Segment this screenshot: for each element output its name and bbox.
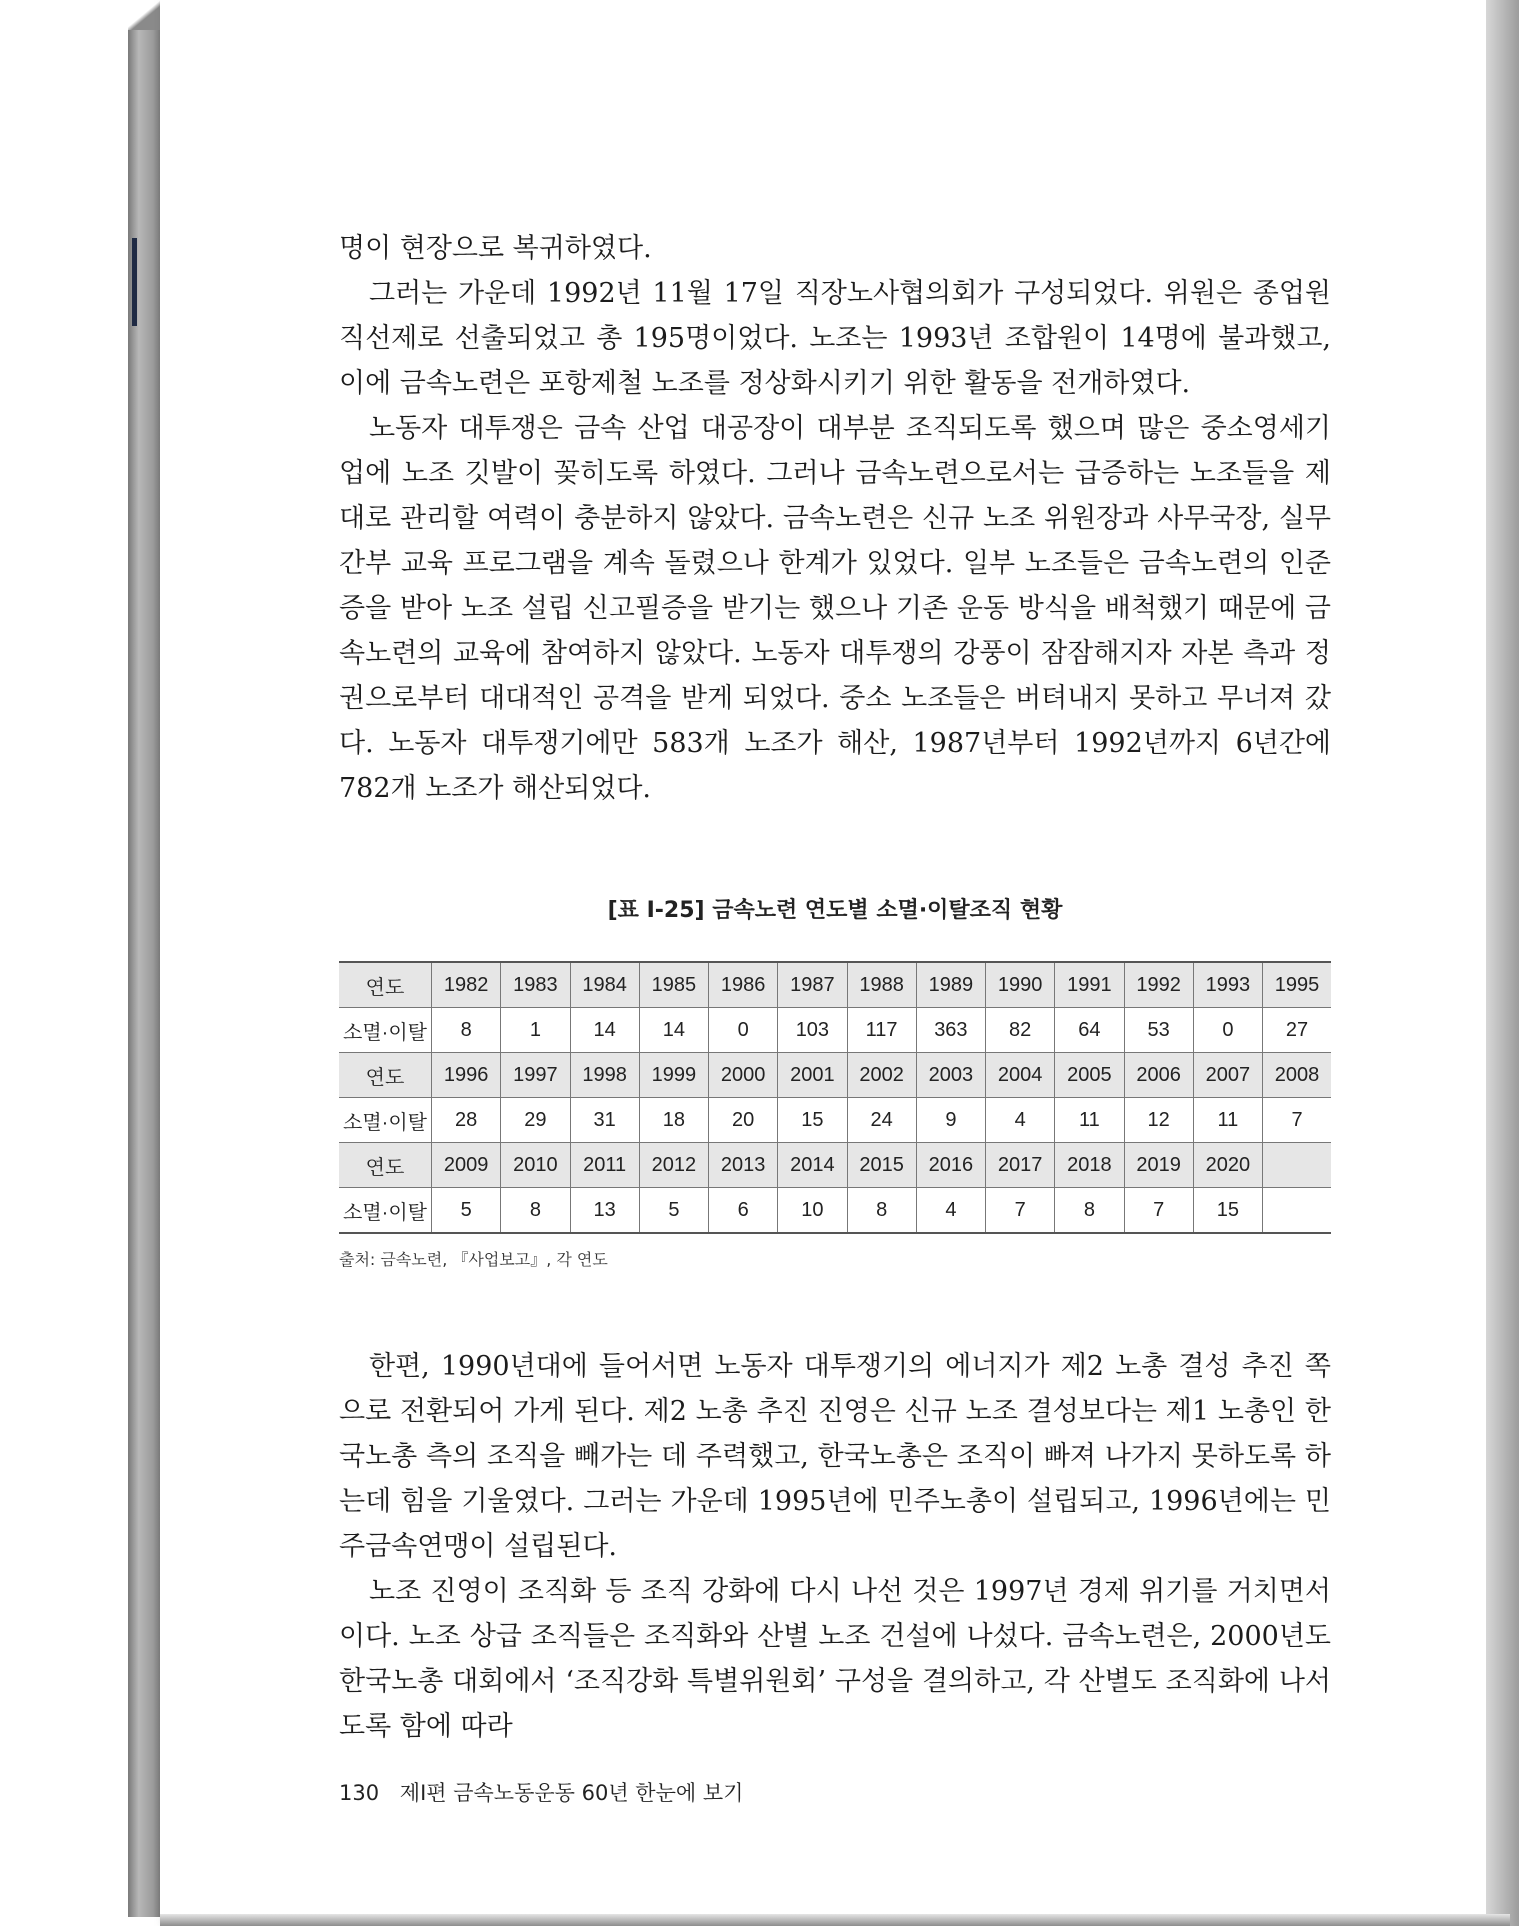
page-number: 130 (339, 1781, 380, 1805)
year-cell: 2007 (1193, 1053, 1262, 1098)
value-cell: 7 (986, 1188, 1055, 1234)
value-cell: 24 (847, 1098, 916, 1143)
table-row (339, 1053, 1331, 1098)
year-cell: 2012 (639, 1143, 708, 1188)
year-cell: 1985 (639, 962, 708, 1008)
value-cell: 363 (916, 1008, 985, 1053)
year-cell: 2002 (847, 1053, 916, 1098)
value-cell (1263, 1188, 1332, 1234)
year-cell: 1987 (778, 962, 847, 1008)
year-cell: 2009 (432, 1143, 501, 1188)
value-cell: 64 (1055, 1008, 1124, 1053)
year-cell: 1983 (501, 962, 570, 1008)
dissolution-table (339, 961, 1331, 1234)
value-cell: 82 (986, 1008, 1055, 1053)
paragraph: 명이 현장으로 복귀하였다. (339, 233, 652, 264)
year-header-cell: 연도 (339, 1053, 432, 1098)
year-cell: 2000 (709, 1053, 778, 1098)
table-row (339, 962, 1331, 1008)
value-cell: 10 (778, 1188, 847, 1234)
paragraph: 노조 진영이 조직화 등 조직 강화에 다시 나선 것은 1997년 경제 위기를 거치면서이다. 노조 상급 조직들은 조직화와 산별 노조 건설에 나섰다. 금속노련은, 2000년도 한국노총 대회에서 ‘조직강화 특별위원회’ 구성을 결의하고, 각 산별도 조직화에 나서도록 함에 따라 (339, 1576, 1331, 1742)
value-cell: 14 (639, 1008, 708, 1053)
year-cell: 2017 (986, 1143, 1055, 1188)
year-cell: 2006 (1124, 1053, 1193, 1098)
value-cell: 29 (501, 1098, 570, 1143)
table-title: [표 Ⅰ-25] 금속노련 연도별 소멸·이탈조직 현황 (607, 898, 1063, 923)
value-cell: 7 (1263, 1098, 1332, 1143)
year-cell: 2004 (986, 1053, 1055, 1098)
value-cell: 0 (709, 1008, 778, 1053)
value-cell: 28 (432, 1098, 501, 1143)
year-cell: 1988 (847, 962, 916, 1008)
body-text-bottom (339, 1344, 1331, 1749)
page-right-edge (1486, 0, 1519, 1926)
year-cell: 2008 (1263, 1053, 1332, 1098)
year-cell: 1993 (1193, 962, 1262, 1008)
value-cell: 8 (1055, 1188, 1124, 1234)
year-cell: 2018 (1055, 1143, 1124, 1188)
year-cell: 2019 (1124, 1143, 1193, 1188)
value-cell: 4 (986, 1098, 1055, 1143)
value-cell: 12 (1124, 1098, 1193, 1143)
year-cell: 2010 (501, 1143, 570, 1188)
spine-mark (132, 238, 137, 326)
value-cell: 20 (709, 1098, 778, 1143)
page-bottom-edge (160, 1914, 1510, 1926)
value-header-cell: 소멸·이탈 (339, 1008, 432, 1053)
paragraph: 노동자 대투쟁은 금속 산업 대공장이 대부분 조직되도록 했으며 많은 중소영세기업에 노조 깃발이 꽂히도록 하였다. 그러나 금속노련으로서는 급증하는 노조들을 제대로 관리할 여력이 충분하지 않았다. 금속노련은 신규 노조 위원장과 사무국장, 실무 간부 교육 프로그램을 계속 돌렸으나 한계가 있었다. 일부 노조들은 금속노련의 인준증을 받아 노조 설립 신고필증을 받기는 했으나 기존 운동 방식을 배척했기 때문에 금속노련의 교육에 참여하지 않았다. 노동자 대투쟁의 강풍이 잠잠해지자 자본 측과 정권으로부터 대대적인 공격을 받게 되었다. 중소 노조들은 버텨내지 못하고 무너져 갔다. 노동자 대투쟁기에만 583개 노조가 해산, 1987년부터 1992년까지 6년간에 782개 노조가 해산되었다. (339, 413, 1331, 804)
year-header-cell: 연도 (339, 1143, 432, 1188)
value-cell: 103 (778, 1008, 847, 1053)
value-cell: 7 (1124, 1188, 1193, 1234)
value-header-cell: 소멸·이탈 (339, 1098, 432, 1143)
year-cell: 1999 (639, 1053, 708, 1098)
value-cell: 8 (501, 1188, 570, 1234)
table-source: 출처: 금속노련, 『사업보고』, 각 연도 (339, 1250, 608, 1269)
year-cell (1263, 1143, 1332, 1188)
value-cell: 14 (570, 1008, 639, 1053)
value-cell: 31 (570, 1098, 639, 1143)
value-cell: 1 (501, 1008, 570, 1053)
page-footer (339, 1777, 743, 1807)
year-cell: 2003 (916, 1053, 985, 1098)
value-cell: 27 (1263, 1008, 1332, 1053)
value-cell: 6 (709, 1188, 778, 1234)
paragraph: 한편, 1990년대에 들어서면 노동자 대투쟁기의 에너지가 제2 노총 결성 추진 쪽으로 전환되어 가게 된다. 제2 노총 추진 진영은 신규 노조 결성보다는 제1 노총인 한국노총 측의 조직을 빼가는 데 주력했고, 한국노총은 조직이 빠져 나가지 못하도록 하는데 힘을 기울였다. 그러는 가운데 1995년에 민주노총이 설립되고, 1996년에는 민주금속연맹이 설립된다. (339, 1351, 1331, 1562)
table-row (339, 1008, 1331, 1053)
value-cell: 15 (778, 1098, 847, 1143)
paragraph: 그러는 가운데 1992년 11월 17일 직장노사협의회가 구성되었다. 위원은 종업원 직선제로 선출되었고 총 195명이었다. 노조는 1993년 조합원이 14명에 불과했고, 이에 금속노련은 포항제철 노조를 정상화시키기 위한 활동을 전개하였다. (339, 278, 1331, 399)
value-cell: 0 (1193, 1008, 1262, 1053)
year-cell: 2015 (847, 1143, 916, 1188)
value-cell: 117 (847, 1008, 916, 1053)
year-cell: 1992 (1124, 962, 1193, 1008)
value-cell: 53 (1124, 1008, 1193, 1053)
year-cell: 2001 (778, 1053, 847, 1098)
value-cell: 13 (570, 1188, 639, 1234)
book-edge-top (128, 0, 164, 30)
year-cell: 1995 (1263, 962, 1332, 1008)
value-cell: 4 (916, 1188, 985, 1234)
value-header-cell: 소멸·이탈 (339, 1188, 432, 1234)
value-cell: 15 (1193, 1188, 1262, 1234)
value-cell: 11 (1193, 1098, 1262, 1143)
body-text-top (339, 226, 1331, 811)
value-cell: 9 (916, 1098, 985, 1143)
year-cell: 2013 (709, 1143, 778, 1188)
year-cell: 1984 (570, 962, 639, 1008)
year-cell: 1996 (432, 1053, 501, 1098)
year-cell: 1982 (432, 962, 501, 1008)
year-cell: 1990 (986, 962, 1055, 1008)
year-cell: 1998 (570, 1053, 639, 1098)
table-row (339, 1143, 1331, 1188)
value-cell: 11 (1055, 1098, 1124, 1143)
year-cell: 1989 (916, 962, 985, 1008)
value-cell: 5 (639, 1188, 708, 1234)
year-cell: 1997 (501, 1053, 570, 1098)
table-row (339, 1098, 1331, 1143)
year-cell: 2011 (570, 1143, 639, 1188)
running-title: 제Ⅰ편 금속노동운동 60년 한눈에 보기 (399, 1781, 744, 1805)
year-cell: 1991 (1055, 962, 1124, 1008)
value-cell: 8 (847, 1188, 916, 1234)
year-header-cell: 연도 (339, 962, 432, 1008)
year-cell: 2016 (916, 1143, 985, 1188)
value-cell: 8 (432, 1008, 501, 1053)
table-row (339, 1188, 1331, 1234)
year-cell: 2005 (1055, 1053, 1124, 1098)
year-cell: 2014 (778, 1143, 847, 1188)
value-cell: 18 (639, 1098, 708, 1143)
year-cell: 2020 (1193, 1143, 1262, 1188)
year-cell: 1986 (709, 962, 778, 1008)
value-cell: 5 (432, 1188, 501, 1234)
